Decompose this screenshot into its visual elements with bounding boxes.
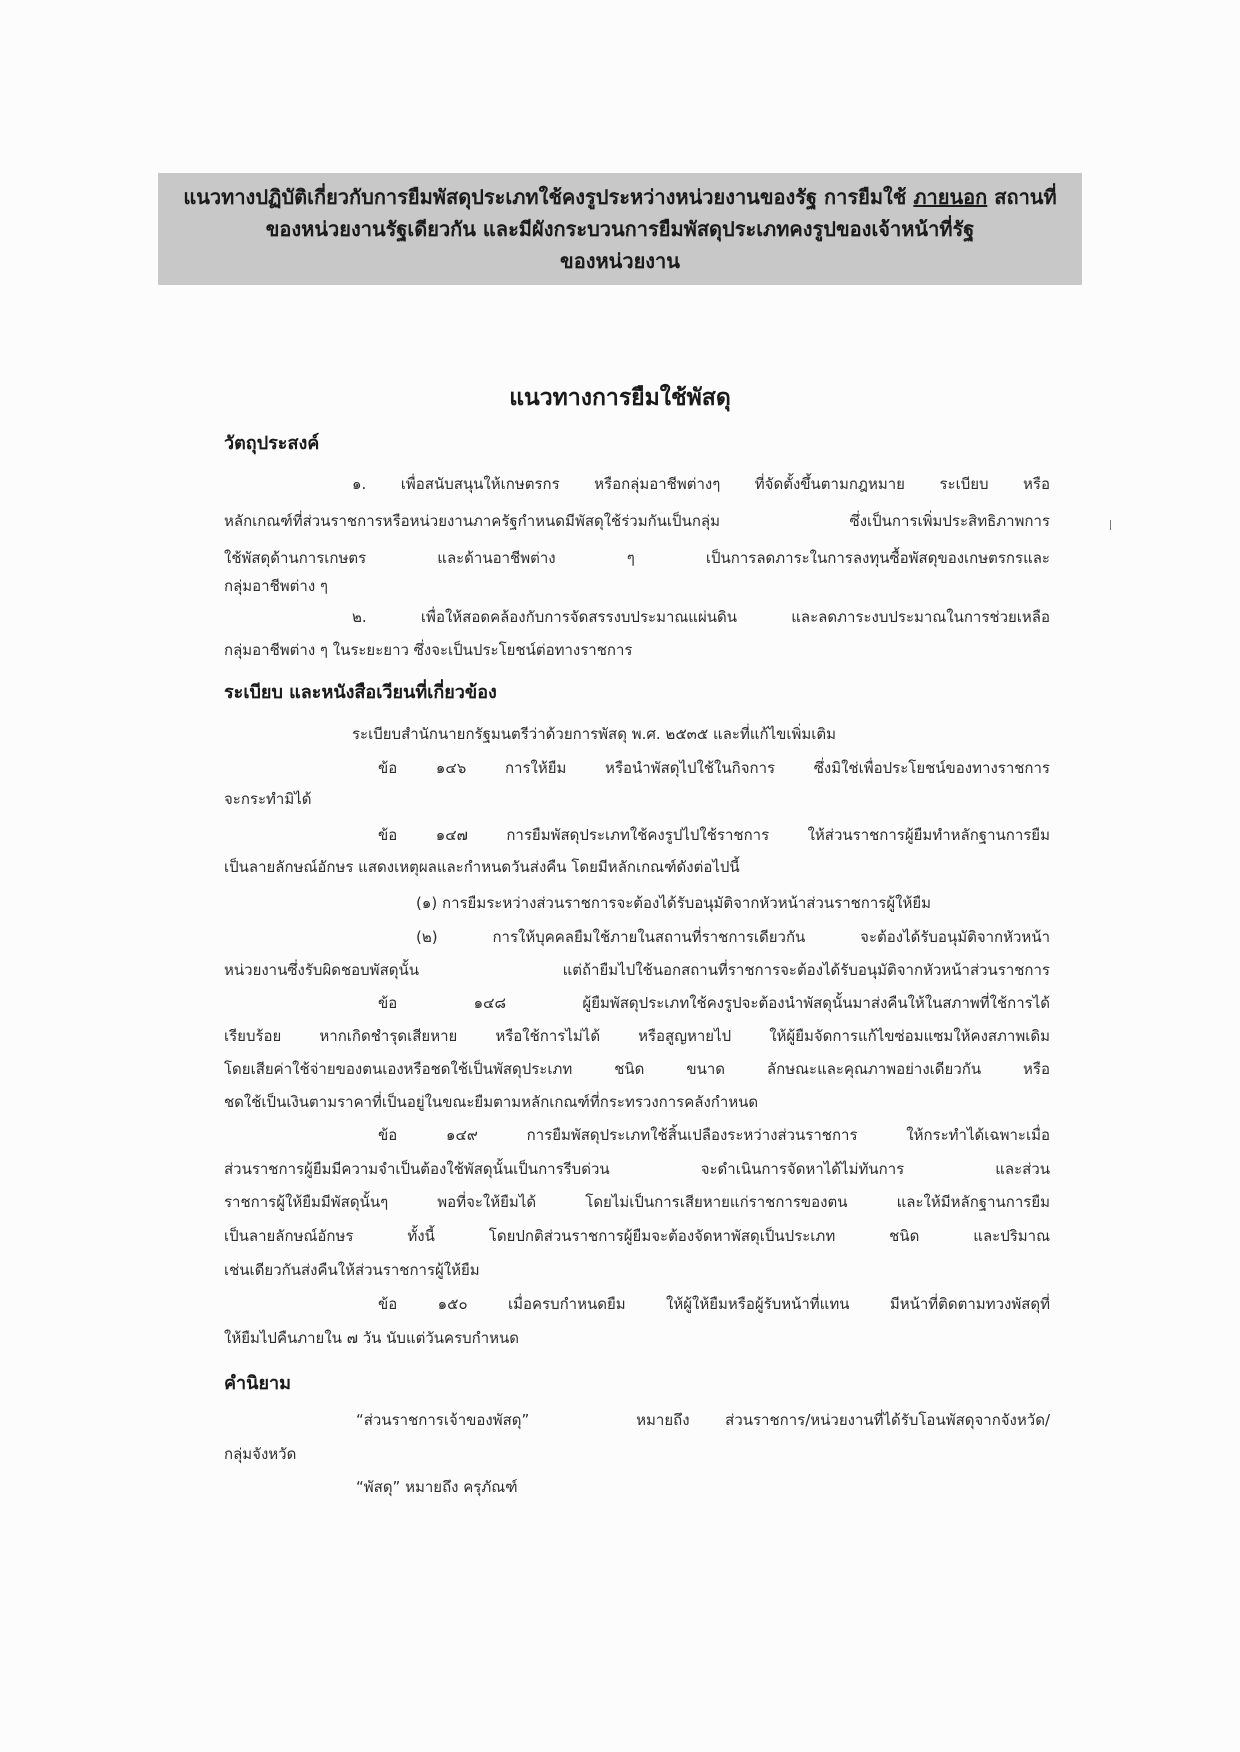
paragraph-line: ๒. เพื่อให้สอดคล้องกับการจัดสรรงบประมาณแผ่นดิน และลดภาระงบประมาณในการช่วยเหลือ [352, 608, 1050, 626]
header-line-1-part-1: แนวทางปฏิบัติเกี่ยวกับการยืมพัสดุประเภทใช้คงรูประหว่างหน่วยงานของรัฐ การยืมใช้ [183, 185, 907, 209]
header-line-3: ของหน่วยงาน [560, 249, 680, 273]
document-header-box [158, 173, 1082, 285]
paragraph-line: หน่วยงานซึ่งรับผิดชอบพัสดุนั้น แต่ถ้ายืมไปใช้นอกสถานที่ราชการจะต้องได้รับอนุมัติจากหัวหน้าส่วนราชการ [224, 961, 1050, 979]
paragraph-line: “พัสดุ” หมายถึง ครุภัณฑ์ [356, 1478, 518, 1496]
paragraph-line: เช่นเดียวกันส่งคืนให้ส่วนราชการผู้ให้ยืม [224, 1261, 480, 1279]
paragraph-line: กลุ่มอาชีพต่าง ๆ ในระยะยาว ซึ่งจะเป็นประโยชน์ต่อทางราชการ [224, 641, 633, 659]
paragraph-line: (๑) การยืมระหว่างส่วนราชการจะต้องได้รับอนุมัติจากหัวหน้าส่วนราชการผู้ให้ยืม [416, 894, 932, 912]
paragraph-line: เป็นลายลักษณ์อักษร แสดงเหตุผลและกำหนดวันส่งคืน โดยมีหลักเกณฑ์ดังต่อไปนี้ [224, 858, 740, 876]
paragraph-line: (๒) การให้บุคคลยืมใช้ภายในสถานที่ราชการเดียวกัน จะต้องได้รับอนุมัติจากหัวหน้า [416, 928, 1050, 946]
paragraph-line: ข้อ ๑๔๗ การยืมพัสดุประเภทใช้คงรูปไปใช้ราชการ ให้ส่วนราชการผู้ยืมทำหลักฐานการยืม [378, 826, 1050, 844]
header-line-2: ของหน่วยงานรัฐเดียวกัน และมีผังกระบวนการยืมพัสดุประเภทคงรูปของเจ้าหน้าที่รัฐ [265, 217, 975, 241]
section-heading-regulations: ระเบียบ และหนังสือเวียนที่เกี่ยวข้อง [224, 682, 497, 703]
header-line-1-part-2: สถานที่ [994, 185, 1057, 209]
paragraph-line: หลักเกณฑ์ที่ส่วนราชการหรือหน่วยงานภาครัฐกำหนดมีพัสดุใช้ร่วมกันเป็นกลุ่ม ซึ่งเป็นการเพิ่มประสิทธิภาพการ [224, 512, 1050, 530]
section-heading-objectives: วัตถุประสงค์ [224, 433, 320, 454]
paragraph-line: ใช้พัสดุด้านการเกษตร และด้านอาชีพต่าง ๆ เป็นการลดภาระในการลงทุนซื้อพัสดุของเกษตรกรและ [224, 549, 1050, 567]
paragraph-line: ชดใช้เป็นเงินตามราคาที่เป็นอยู่ในขณะยืมตามหลักเกณฑ์ที่กระทรวงการคลังกำหนด [224, 1093, 759, 1111]
paragraph-line: เป็นลายลักษณ์อักษร ทั้งนี้ โดยปกติส่วนราชการผู้ยืมจะต้องจัดหาพัสดุเป็นประเภท ชนิด และปริมาณ [224, 1227, 1050, 1245]
paragraph-line: ๑. เพื่อสนับสนุนให้เกษตรกร หรือกลุ่มอาชีพต่างๆ ที่จัดตั้งขึ้นตามกฎหมาย ระเบียบ หรือ [352, 475, 1050, 493]
paragraph-line: ข้อ ๑๔๖ การให้ยืม หรือนำพัสดุไปใช้ในกิจการ ซึ่งมิใช่เพื่อประโยชน์ของทางราชการ [378, 759, 1050, 777]
header-line-1 [168, 181, 1072, 213]
header-underlined-word: ภายนอก [913, 185, 988, 209]
section-heading-definitions: คำนิยาม [224, 1373, 291, 1394]
scan-mark [1110, 520, 1111, 530]
paragraph-line: โดยเสียค่าใช้จ่ายของตนเองหรือชดใช้เป็นพัสดุประเภท ชนิด ขนาด ลักษณะและคุณภาพอย่างเดียวกัน หรือ [224, 1060, 1050, 1078]
paragraph-line: ราชการผู้ให้ยืมมีพัสดุนั้นๆ พอที่จะให้ยืมได้ โดยไม่เป็นการเสียหายแก่ราชการของตน และให้มีหลักฐานการยืม [224, 1193, 1050, 1211]
paragraph-line: ข้อ ๑๕๐ เมื่อครบกำหนดยืม ให้ผู้ให้ยืมหรือผู้รับหน้าที่แทน มีหน้าที่ติดตามทวงพัสดุที่ [378, 1295, 1050, 1313]
paragraph-line: ระเบียบสำนักนายกรัฐมนตรีว่าด้วยการพัสดุ พ.ศ. ๒๕๓๕ และที่แก้ไขเพิ่มเติม [352, 725, 837, 743]
paragraph-line: เรียบร้อย หากเกิดชำรุดเสียหาย หรือใช้การไม่ได้ หรือสูญหายไป ให้ผู้ยืมจัดการแก้ไขซ่อมแซมให้คงสภาพเดิม [224, 1027, 1050, 1045]
paragraph-line: ส่วนราชการผู้ยืมมีความจำเป็นต้องใช้พัสดุนั้นเป็นการรีบด่วน จะดำเนินการจัดหาได้ไม่ทันการ และส่วน [224, 1160, 1050, 1178]
paragraph-line: จะกระทำมิได้ [224, 790, 312, 808]
paragraph-line: “ส่วนราชการเจ้าของพัสดุ” หมายถึง ส่วนราชการ/หน่วยงานที่ได้รับโอนพัสดุจากจังหวัด/ [356, 1411, 1050, 1429]
paragraph-line: ให้ยืมไปคืนภายใน ๗ วัน นับแต่วันครบกำหนด [224, 1329, 520, 1347]
paragraph-line: กลุ่มอาชีพต่าง ๆ [224, 577, 328, 595]
paragraph-line: ข้อ ๑๔๙ การยืมพัสดุประเภทใช้สิ้นเปลืองระหว่างส่วนราชการ ให้กระทำได้เฉพาะเมื่อ [378, 1126, 1050, 1144]
paragraph-line: ข้อ ๑๔๘ ผู้ยืมพัสดุประเภทใช้คงรูปจะต้องนำพัสดุนั้นมาส่งคืนให้ในสภาพที่ใช้การได้ [378, 994, 1050, 1012]
document-title: แนวทางการยืมใช้พัสดุ [509, 385, 731, 411]
paragraph-line: กลุ่มจังหวัด [224, 1445, 297, 1463]
